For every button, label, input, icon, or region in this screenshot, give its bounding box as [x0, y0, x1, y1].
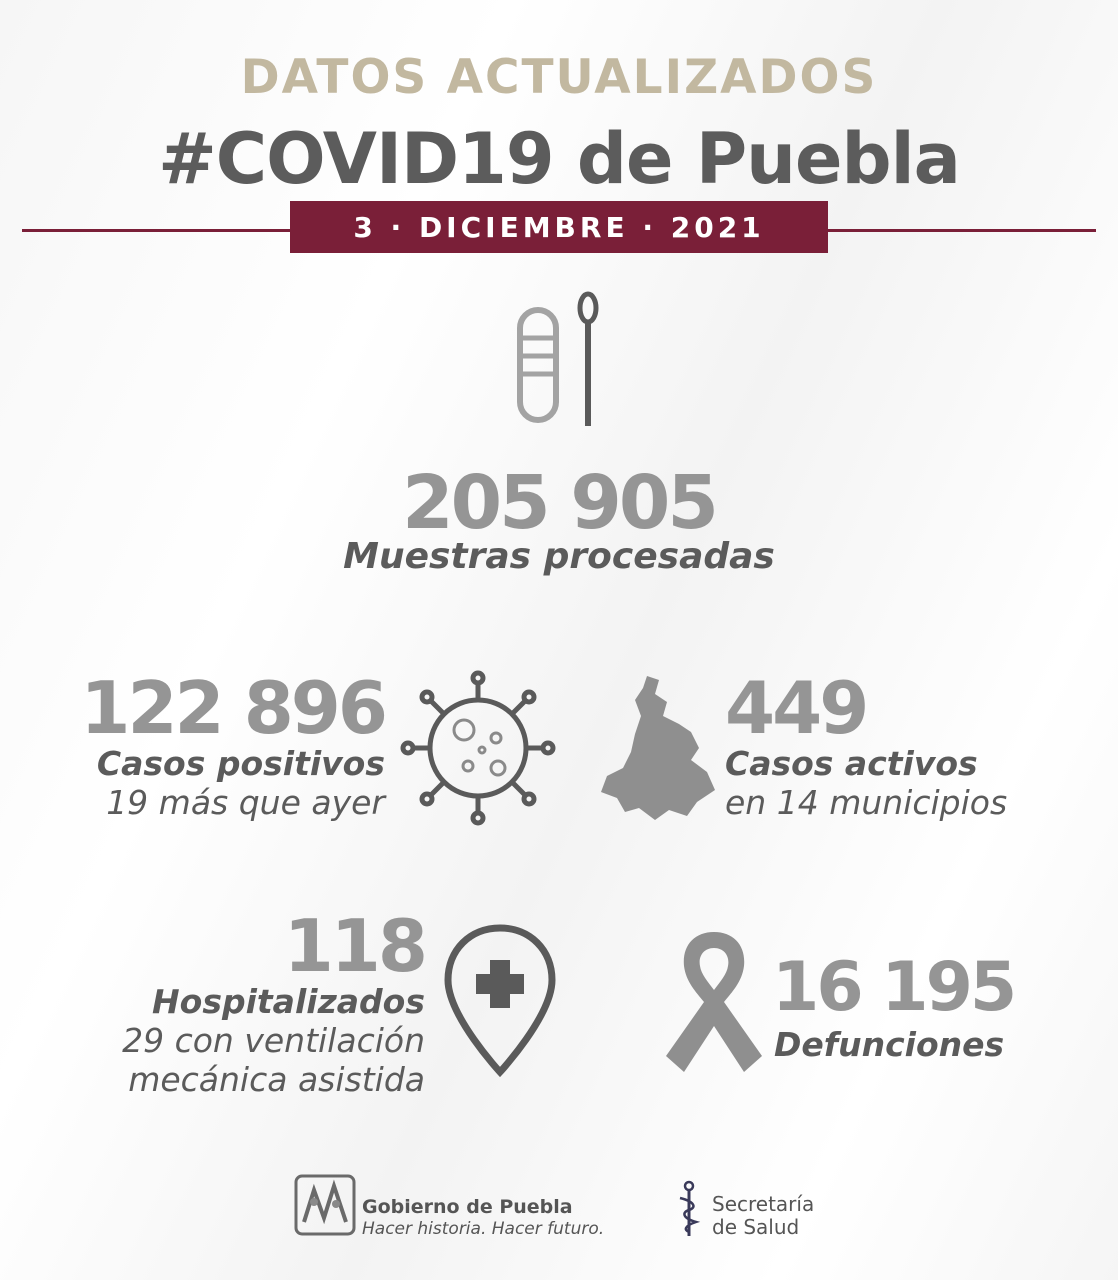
- date-rule-right: [828, 229, 1096, 232]
- muestras-value: 205 905: [402, 460, 716, 546]
- date-rule-left: [22, 229, 292, 232]
- hospitalizados-label: Hospitalizados: [152, 982, 425, 1021]
- puebla-map-icon: [595, 672, 720, 822]
- footer-gov-name: Gobierno de Puebla: [362, 1196, 573, 1218]
- virus-icon: [398, 668, 558, 828]
- hospitalizados-detail-1: 29 con ventilación: [122, 1021, 425, 1060]
- date-text: 3 · DICIEMBRE · 2021: [353, 210, 765, 244]
- footer-salud-line1: Secretaría: [712, 1192, 815, 1216]
- defunciones-value: 16 195: [772, 948, 1015, 1027]
- test-tube-swab-icon: [512, 290, 612, 430]
- positivos-label: Casos positivos: [96, 744, 385, 783]
- positivos-value: 122 896: [80, 666, 385, 750]
- hospital-location-pin-icon: [440, 922, 560, 1080]
- activos-value: 449: [725, 666, 867, 750]
- activos-detail: en 14 municipios: [725, 783, 1008, 822]
- defunciones-label: Defunciones: [774, 1025, 1005, 1064]
- hospitalizados-detail-2: mecánica asistida: [128, 1060, 425, 1099]
- footer-gov-slogan: Hacer historia. Hacer futuro.: [362, 1219, 605, 1239]
- header-kicker: DATOS ACTUALIZADOS: [240, 50, 878, 105]
- date-badge: [290, 201, 828, 253]
- muestras-label: Muestras procesadas: [343, 536, 775, 577]
- awareness-ribbon-icon: [658, 926, 770, 1076]
- activos-label: Casos activos: [725, 744, 978, 783]
- page-title: #COVID19 de Puebla: [158, 118, 960, 200]
- gobierno-puebla-logo: [292, 1172, 358, 1238]
- caduceus-icon: [676, 1180, 702, 1238]
- footer-salud-line2: de Salud: [712, 1215, 800, 1239]
- positivos-detail: 19 más que ayer: [106, 783, 385, 822]
- hospitalizados-value: 118: [283, 904, 425, 988]
